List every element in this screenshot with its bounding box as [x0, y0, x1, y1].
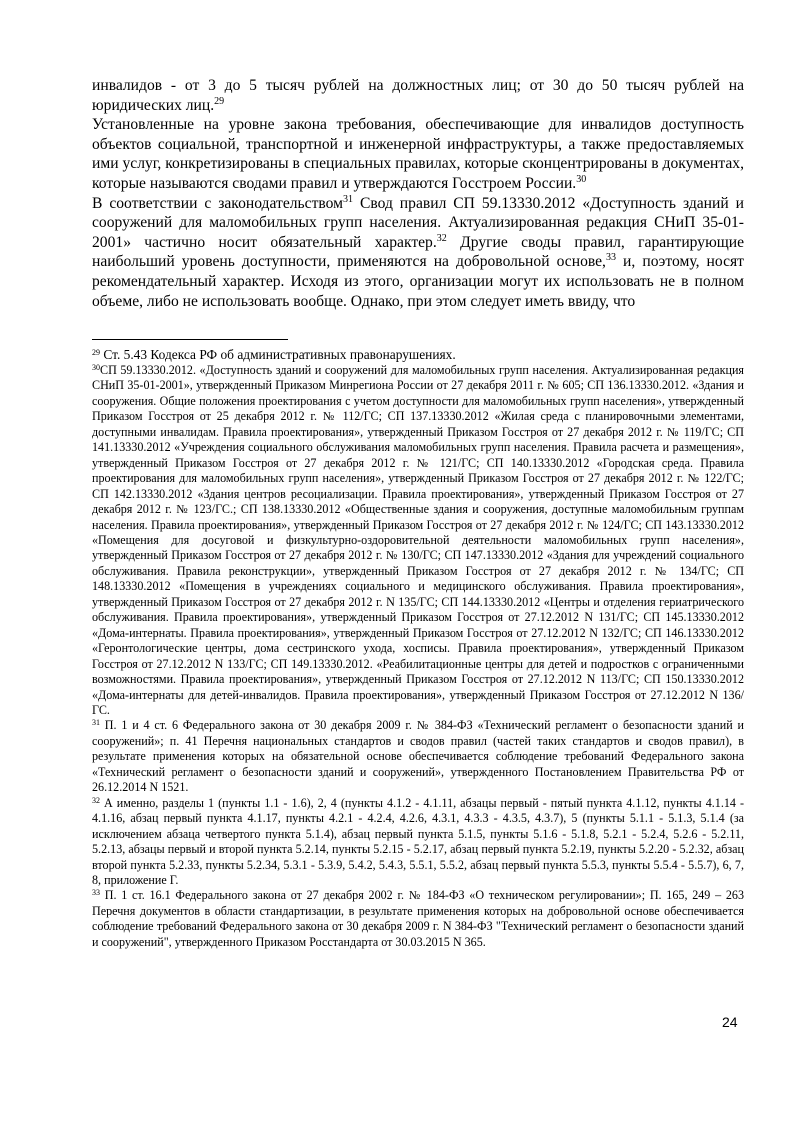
footnote-number: 29 — [92, 348, 100, 357]
footnote-text: П. 1 ст. 16.1 Федерального закона от 27 декабря 2002 г. № 184-ФЗ «О техническом регулировании»; П. 165, 249 – 263 Перечня документов в области стандартизации, в результате применения которых на добровольной основе обеспечивается соблюдение требований Федерального закона от 30 декабря 2009 г. N 384-ФЗ "Технический регламент о безопасности зданий и сооружений", утвержденного Приказом Росстандарта от 30.03.2015 N 365. — [92, 888, 744, 949]
paragraph-2-text: Установленные на уровне закона требования, обеспечивающие для инвалидов доступность объектов социальной, транспортной и инженерной инфраструктуры, а также предоставляемых ими услуг, конкретизированы в специальных правилах, которые сконцентрированы в документах, которые называются сводами правил и утверждаются Госстроем России. — [92, 116, 744, 192]
footnote-31 — [92, 718, 744, 795]
footnote-number: 33 — [92, 888, 100, 898]
main-text — [92, 76, 744, 311]
footnote-ref-32[interactable]: 32 — [436, 232, 447, 244]
page-number: 24 — [722, 1014, 738, 1030]
footnote-text: А именно, разделы 1 (пункты 1.1 - 1.6), 2, 4 (пункты 4.1.2 - 4.1.11, абзацы первый - пятый пункта 4.1.12, пункты 4.1.14 - 4.1.16, абзац первый пункта 4.1.17, пункты 4.2.1 - 4.2.4, 4.2.6, 4.3.1, 4.3.3 - 4.3.5, 4.3.7), 5 (пункты 5.1.1 - 5.1.3, 5.1.4 (за исключением абзаца четвертого пункта 5.1.4), абзац первый пункта 5.1.5, пункты 5.1.6 - 5.1.8, 5.2.1 - 5.2.4, 5.2.6 - 5.2.11, 5.2.13, абзацы первый и второй пункта 5.2.14, пункты 5.2.15 - 5.2.17, абзац первый пункта 5.2.19, пункты 5.2.20 - 5.2.32, абзац второй пункта 5.2.33, пункты 5.2.34, 5.3.1 - 5.3.9, 5.4.2, 5.4.3, 5.5.1, 5.5.2, абзац первый пункта 5.5.3, пункты 5.5.4 - 5.5.7), 6, 7, 8, приложение Г. — [92, 795, 744, 887]
paragraph-3-text-c: Другие своды правил, гарантирующие наибольший уровень доступности, применяются на добровольной основе, — [92, 233, 744, 271]
paragraph-3-text-a: В соответствии с законодательством — [92, 194, 344, 212]
paragraph-1-text: инвалидов - от 3 до 5 тысяч рублей на должностных лиц; от 30 до 50 тысяч рублей на юридических лиц. — [92, 77, 744, 114]
footnote-ref-30[interactable]: 30 — [576, 173, 587, 185]
footnote-ref-29[interactable]: 29 — [214, 95, 225, 107]
footnote-number: 30 — [92, 363, 100, 372]
footnote-text: СП 59.13330.2012. «Доступность зданий и сооружений для маломобильных групп населения. Актуализированная редакция СНиП 35-01-2001», утвержденный Приказом Минрегиона России от 27 декабря 2011 г. № 605; СП 136.13330.2012. «Здания и сооружения. Общие положения проектирования с учетом доступности для маломобильных групп населения», утвержденный Приказом Госстроя от 25 декабря 2012 г. № 112/ГС; СП 137.13330.2012 «Жилая среда с планировочными элементами, доступными инвалидам. Правила проектирования», утвержденный Приказом Госстроя от 27 декабря 2012 г. № 119/ГС; СП 141.13330.2012 «Учреждения социального обслуживания маломобильных групп населения. Правила расчета и размещения», утвержденный Приказом Госстроя от 27 декабря 2012 г. № 121/ГС; СП 140.13330.2012 «Городская среда. Правила проектирования для маломобильных групп населения», утвержденный Приказом Госстроя от 27 декабря 2012 г. № 122/ГС; СП 142.13330.2012 «Здания центров ресоциализации. Правила проектирования», утвержденный Приказом Госстроя от 27 декабря 2012 г. № 123/ГС.; СП 138.13330.2012 «Общественные здания и сооружения, доступные маломобильным группам населения. Правила проектирования», утвержденный Приказом Госстроя от 27 декабря 2012 г. № 124/ГС; СП 143.13330.2012 «Помещения для досуговой и физкультурно-оздоровительной деятельности маломобильных групп населения», утвержденный Приказом Госстроя от 27 декабря 2012 г. № 130/ГС; СП 147.13330.2012 «Здания для учреждений социального обслуживания. Правила реконструкции», утвержденный Приказом Госстроя от 27 декабря 2012 г. № 134/ГС; СП 148.13330.2012 «Помещения в учреждениях социального и медицинского обслуживания. Правила проектирования», утвержденный Приказом Госстроя от 27 декабря 2012 г. N 135/ГС; СП 144.13330.2012 «Центры и отделения гериатрического обслуживания. Правила проектирования», утвержденный Приказом Госстроя от 27.12.2012 N 131/ГС; СП 145.13330.2012 «Дома-интернаты. Правила проектирования», утвержденный Приказом Госстроя от 27.12.2012 N 132/ГС; СП 146.13330.2012 «Геронтологические центры, дома сестринского ухода, хосписы. Правила проектирования», утвержденный Приказом Госстроя от 27.12.2012 N 133/ГС; СП 149.13330.2012. «Реабилитационные центры для детей и подростков с ограниченными возможностями. Правила проектирования», утвержденный Приказом Госстроя от 27.12.2012 N 113/ГС; СП 150.13330.2012 «Дома-интернаты для детей-инвалидов. Правила проектирования», утвержденный Приказом Госстроя от 27.12.2012 N 136/ГС. — [92, 363, 744, 717]
footnote-text: П. 1 и 4 ст. 6 Федерального закона от 30 декабря 2009 г. № 384-ФЗ «Технический регламент о безопасности зданий и сооружений»; п. 41 Перечня национальных стандартов и сводов правил (частей таких стандартов и сводов правил), в результате применения которых на обязательной основе обеспечивается соблюдение требований Федерального закона «Технический регламент о безопасности зданий и сооружений», утвержденного Постановлением Правительства РФ от 26.12.2014 N 1521. — [92, 718, 744, 795]
footnote-ref-33[interactable]: 33 — [605, 252, 616, 264]
footnotes-section — [92, 346, 744, 950]
footnote-33 — [92, 888, 744, 950]
footnote-separator — [92, 339, 288, 340]
paragraph-3 — [92, 194, 744, 312]
footnote-ref-31[interactable]: 31 — [343, 193, 354, 205]
footnote-text: Ст. 5.43 Кодекса РФ об административных правонарушениях. — [100, 347, 456, 362]
footnote-30 — [92, 363, 744, 718]
footnote-number: 32 — [92, 795, 100, 805]
footnote-number: 31 — [92, 718, 100, 728]
footnote-29 — [92, 346, 744, 363]
paragraph-1 — [92, 76, 744, 115]
paragraph-3-text-d: и, поэтому, носят рекомендательный характер. Исходя из этого, организации могут их использовать не в полном объеме, либо не использовать вообще. Однако, при этом следует иметь ввиду, что — [92, 253, 744, 310]
paragraph-2 — [92, 115, 744, 193]
paragraph-3-text-b: Свод правил СП 59.13330.2012 «Доступность зданий и сооружений для маломобильных групп населения. Актуализированная редакция СНиП 35-01-2001» частично носит обязательный характер. — [92, 194, 744, 251]
footnote-32 — [92, 796, 744, 889]
